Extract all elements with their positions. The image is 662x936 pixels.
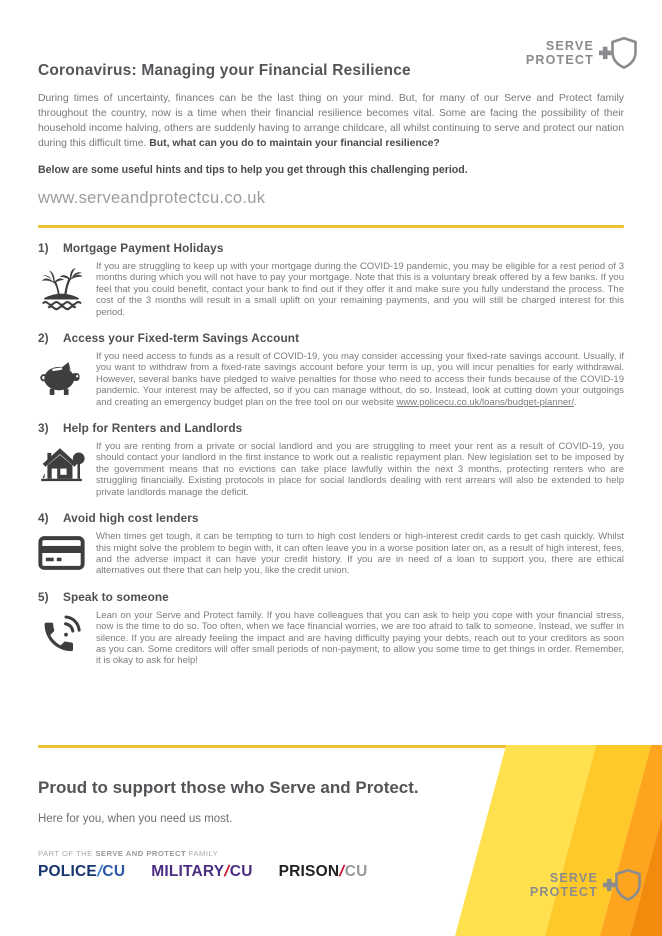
section-title: Access your Fixed-term Savings Account: [63, 331, 300, 346]
section-body-text: Lean on your Serve and Protect family. If you have colleagues that you can ask to help you cope with your financial stress, now is the time to do so. Too often, when we face financial worries, we are too afraid to talk to someone. Instead, we suffer in silence. If you are already feeling the impact and are having difficulty paying your debts, reach out to your creditors as soon as you can. Some creditors will offer small periods of non-payment, to allow you some time to get things in order. Remember, it is okay to ask for help!: [96, 609, 624, 667]
section-heading: [38, 511, 624, 525]
section-renters-landlords: [38, 421, 624, 498]
gold-divider-top: [38, 225, 624, 228]
family-prefix: PART OF THE: [38, 849, 96, 858]
palm-island-icon: [38, 262, 85, 312]
footer-subheading: Here for you, when you need us most.: [38, 813, 233, 825]
section-heading: [38, 590, 624, 604]
section-body-text: When times get tough, it can be tempting to turn to high cost lenders or high-interest credit cards to get cash quickly. Whilst this might solve the problem to begin with, it can often leave you in a worse position later on, as a result of high interest, fees, and the adverse impact it can have your credit history. If you are in need of a loan to support you, there are ethical alternatives out there that can help you, like the credit union.: [96, 531, 624, 577]
family-suffix: FAMILY: [186, 849, 219, 858]
intro-paragraph: [38, 91, 624, 151]
police-cu-name: POLICE: [38, 863, 97, 880]
tips-lead-line: Below are some useful hints and tips to help you get through this challenging period.: [38, 164, 468, 176]
section-number: 3): [38, 421, 49, 436]
prison-cu-name: PRISON: [278, 863, 340, 880]
footer: [0, 745, 662, 936]
diagonal-stripes: [362, 745, 662, 936]
police-cu-slash: /: [95, 863, 105, 880]
prison-cu-slash: /: [337, 863, 347, 880]
family-line: [38, 849, 218, 858]
serve-protect-logo-text: [526, 39, 594, 67]
section-heading: [38, 241, 624, 255]
section-body-text-end: .: [573, 396, 577, 408]
serve-protect-logo: [526, 36, 638, 70]
military-cu-slash: /: [222, 863, 232, 880]
section-body: [38, 261, 624, 318]
section-body-text: If you need access to funds as a result of COVID-19, you may consider accessing your fixed-rate savings account. Usually, if you want to withdraw from a fixed-rate savings account before your term is up, you will incur penalties for early withdrawal. However, several banks have pledged to waive penalties for those who need to access their funds because of the COVID-19 pandemic. Your interest may be affected, so if you can manage without, do so. Instead, look at cutting down your outgoings and creating an emergency budget plan on the free tool on our website: [96, 351, 624, 408]
logo-line-protect: PROTECT: [525, 53, 594, 67]
section-number: 4): [38, 511, 49, 526]
piggy-bank-icon: [38, 352, 85, 402]
military-cu-suffix: CU: [229, 863, 253, 880]
section-high-cost-lenders: [38, 511, 624, 577]
section-speak-to-someone: [38, 590, 624, 667]
prison-cu-suffix: CU: [344, 863, 368, 880]
prison-cu-logo: [279, 863, 368, 881]
serve-protect-logo-text: [530, 871, 598, 899]
section-title: Avoid high cost lenders: [63, 511, 199, 526]
section-mortgage-payment-holidays: [38, 241, 624, 318]
section-number: 1): [38, 241, 49, 255]
logo-line-protect: PROTECT: [529, 885, 598, 899]
intro-question-bold: But, what can you do to maintain your financial resilience?: [149, 138, 440, 149]
intro-text: During times of uncertainty, finances can be the last thing on your mind. But, for many of our Serve and Protect family throughout the country, now is a time when their financial resilience becomes vital. Some are facing the possibility of their household income halving, others are suddenly having to arrange childcare, all whilst continuing to serve and protect our nation during this difficult time.: [38, 93, 624, 149]
house-icon: [38, 442, 85, 492]
section-body: [38, 351, 624, 408]
police-cu-suffix: CU: [102, 863, 126, 880]
section-heading: [38, 331, 624, 345]
family-bold: SERVE AND PROTECT: [95, 849, 187, 858]
section-title: Mortgage Payment Holidays: [63, 241, 224, 255]
military-cu-name: MILITARY: [151, 863, 225, 880]
section-number: 2): [38, 331, 49, 346]
section-body: [38, 441, 624, 498]
section-number: 5): [38, 589, 49, 604]
credit-union-logos: [38, 863, 368, 881]
military-cu-logo: [151, 863, 252, 881]
section-body: [38, 610, 624, 667]
shield-plus-icon: [602, 868, 642, 902]
footer-heading: Proud to support those who Serve and Protect.: [38, 778, 419, 797]
credit-card-icon: [38, 532, 85, 574]
logo-line-serve: SERVE: [549, 871, 598, 885]
logo-line-serve: SERVE: [545, 39, 594, 53]
section-body: [38, 531, 624, 577]
website-url: www.serveandprotectcu.co.uk: [38, 189, 266, 207]
police-cu-logo: [38, 863, 125, 881]
section-heading: [38, 421, 624, 435]
shield-plus-icon: [598, 36, 638, 70]
page-title: Coronavirus: Managing your Financial Resilience: [38, 62, 411, 79]
budget-planner-link[interactable]: www.policecu.co.uk/loans/budget-planner/: [396, 396, 574, 408]
section-body-text: If you are renting from a private or social landlord and you are struggling to meet your rent as a result of COVID-19, you should contact your landlord in the first instance to work out a realistic repayment plan. New legislation set to be imposed by the government means that no evictions can take place lawfully within the next 3 months, protecting renters who are struggling financially. Existing protocols in place for social landlords dealing with rent arrears will also be extended to help private landlords manage the deficit.: [96, 441, 624, 498]
section-title: Help for Renters and Landlords: [63, 421, 243, 436]
section-fixed-term-savings: [38, 331, 624, 408]
phone-call-icon: [38, 611, 85, 661]
section-body-text: If you are struggling to keep up with your mortgage during the COVID-19 pandemic, you may be eligible for a rest period of 3 months during which you will not have to pay your mortgage. Note that this is a voluntary break offered by a few banks. If you feel that you could benefit, contact your bank to find out if they offer it and make sure you fully understand the process. The cost of the 3 months will result in a small uplift on your remaining payments, and you will still be charged interest for this period.: [96, 261, 624, 318]
section-title: Speak to someone: [63, 589, 169, 604]
serve-protect-logo-footer: [530, 868, 642, 902]
